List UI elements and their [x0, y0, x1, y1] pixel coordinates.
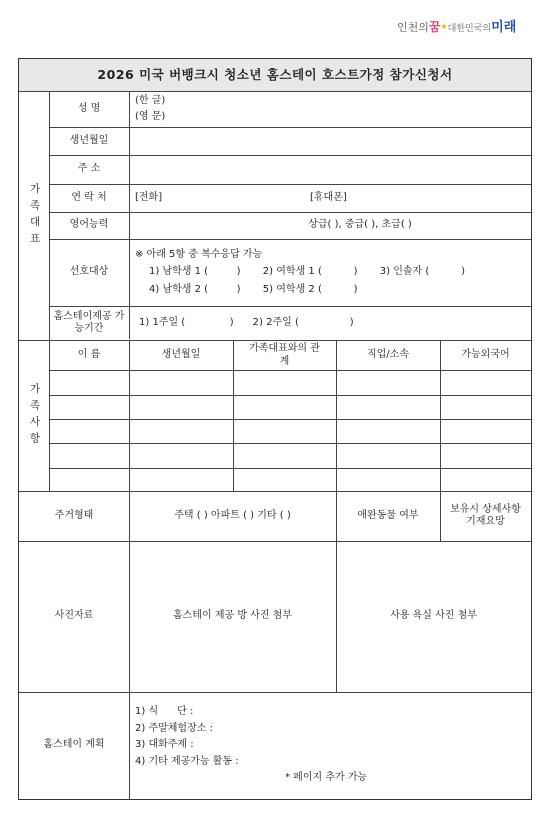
preference-options[interactable]	[129, 239, 531, 306]
table-row[interactable]	[49, 443, 531, 468]
preference-note: ※ 아래 5항 중 복수응답 가능	[135, 248, 263, 260]
preference-row-2: 4) 남학생 2 ( ) 5) 여학생 2 ( )	[149, 283, 358, 295]
address-label: 주 소	[77, 163, 101, 175]
contact-label: 연 락 처	[71, 191, 107, 203]
phone-field[interactable]: [전화]	[135, 191, 163, 203]
english-levels[interactable]: 상급( ), 중급( ), 초급( )	[308, 219, 412, 231]
logo-text-future: 미래	[491, 20, 517, 35]
housing-options[interactable]: 주택 ( ) 아파트 ( ) 기타 ( )	[174, 509, 291, 521]
family-header-birth: 생년월일	[161, 349, 201, 361]
pet-label: 애완동물 여부	[357, 509, 419, 521]
preference-row-1: 1) 남학생 1 ( ) 2) 여학생 1 ( ) 3) 인솔자 ( )	[149, 266, 465, 278]
name-korean: (한 글)	[135, 95, 166, 106]
plan-item-weekend: 2) 주말체험장소 :	[135, 722, 213, 734]
logo	[397, 14, 537, 40]
pet-note[interactable]: 보유시 상세사항 기재요망	[450, 503, 521, 527]
table-row[interactable]	[49, 468, 531, 491]
preference-label: 선호대상	[69, 266, 109, 278]
plan-field[interactable]	[129, 692, 531, 799]
room-photo-area[interactable]: 홈스테이 제공 방 사진 첨부	[173, 610, 292, 622]
plan-label: 홈스테이 계획	[43, 739, 105, 751]
period-label: 홈스테이제공 가능기간	[53, 310, 125, 334]
name-label: 성 명	[77, 102, 101, 114]
host-rep-section-label: 가족대표	[28, 182, 41, 249]
form-title: 2026 미국 버뱅크시 청소년 홈스테이 호스트가정 참가신청서	[19, 59, 531, 91]
name-field[interactable]	[129, 91, 531, 127]
period-options[interactable]: 1) 1주일 ( ) 2) 2주일 ( )	[139, 316, 354, 328]
family-section-label: 가족사항	[28, 383, 41, 449]
address-field[interactable]	[129, 155, 531, 184]
table-row[interactable]	[49, 395, 531, 419]
family-header-job: 직업/소속	[366, 349, 409, 361]
star-icon: ★	[440, 22, 448, 31]
logo-text-dream: 꿈	[428, 20, 441, 34]
english-label: 영어능력	[69, 219, 109, 231]
housing-label: 주거형태	[54, 509, 94, 521]
bath-photo-area[interactable]: 사용 욕실 사진 첨부	[390, 610, 477, 622]
plan-item-activity: 4) 기타 제공가능 활동 :	[135, 755, 239, 767]
plan-item-topic: 3) 대화주제 :	[135, 739, 194, 751]
table-row[interactable]	[49, 419, 531, 443]
photo-label: 사진자료	[54, 610, 94, 622]
family-header-relation: 가족대표와의 관계	[249, 343, 320, 367]
family-header-language: 가능외국어	[461, 349, 510, 361]
name-english: (영 문)	[135, 110, 166, 122]
application-form	[18, 58, 532, 800]
mobile-field[interactable]: [휴대폰]	[310, 191, 347, 203]
plan-item-meal: 1) 식 단 :	[135, 706, 194, 718]
family-header-name: 이 름	[77, 349, 101, 361]
birth-label: 생년월일	[69, 134, 109, 146]
birth-field[interactable]	[129, 127, 531, 155]
table-row[interactable]	[49, 370, 531, 395]
logo-text-incheon: 인천의	[397, 21, 429, 34]
plan-note: * 페이지 추가 가능	[285, 772, 368, 784]
logo-text-korea: 대한민국의	[447, 24, 492, 34]
